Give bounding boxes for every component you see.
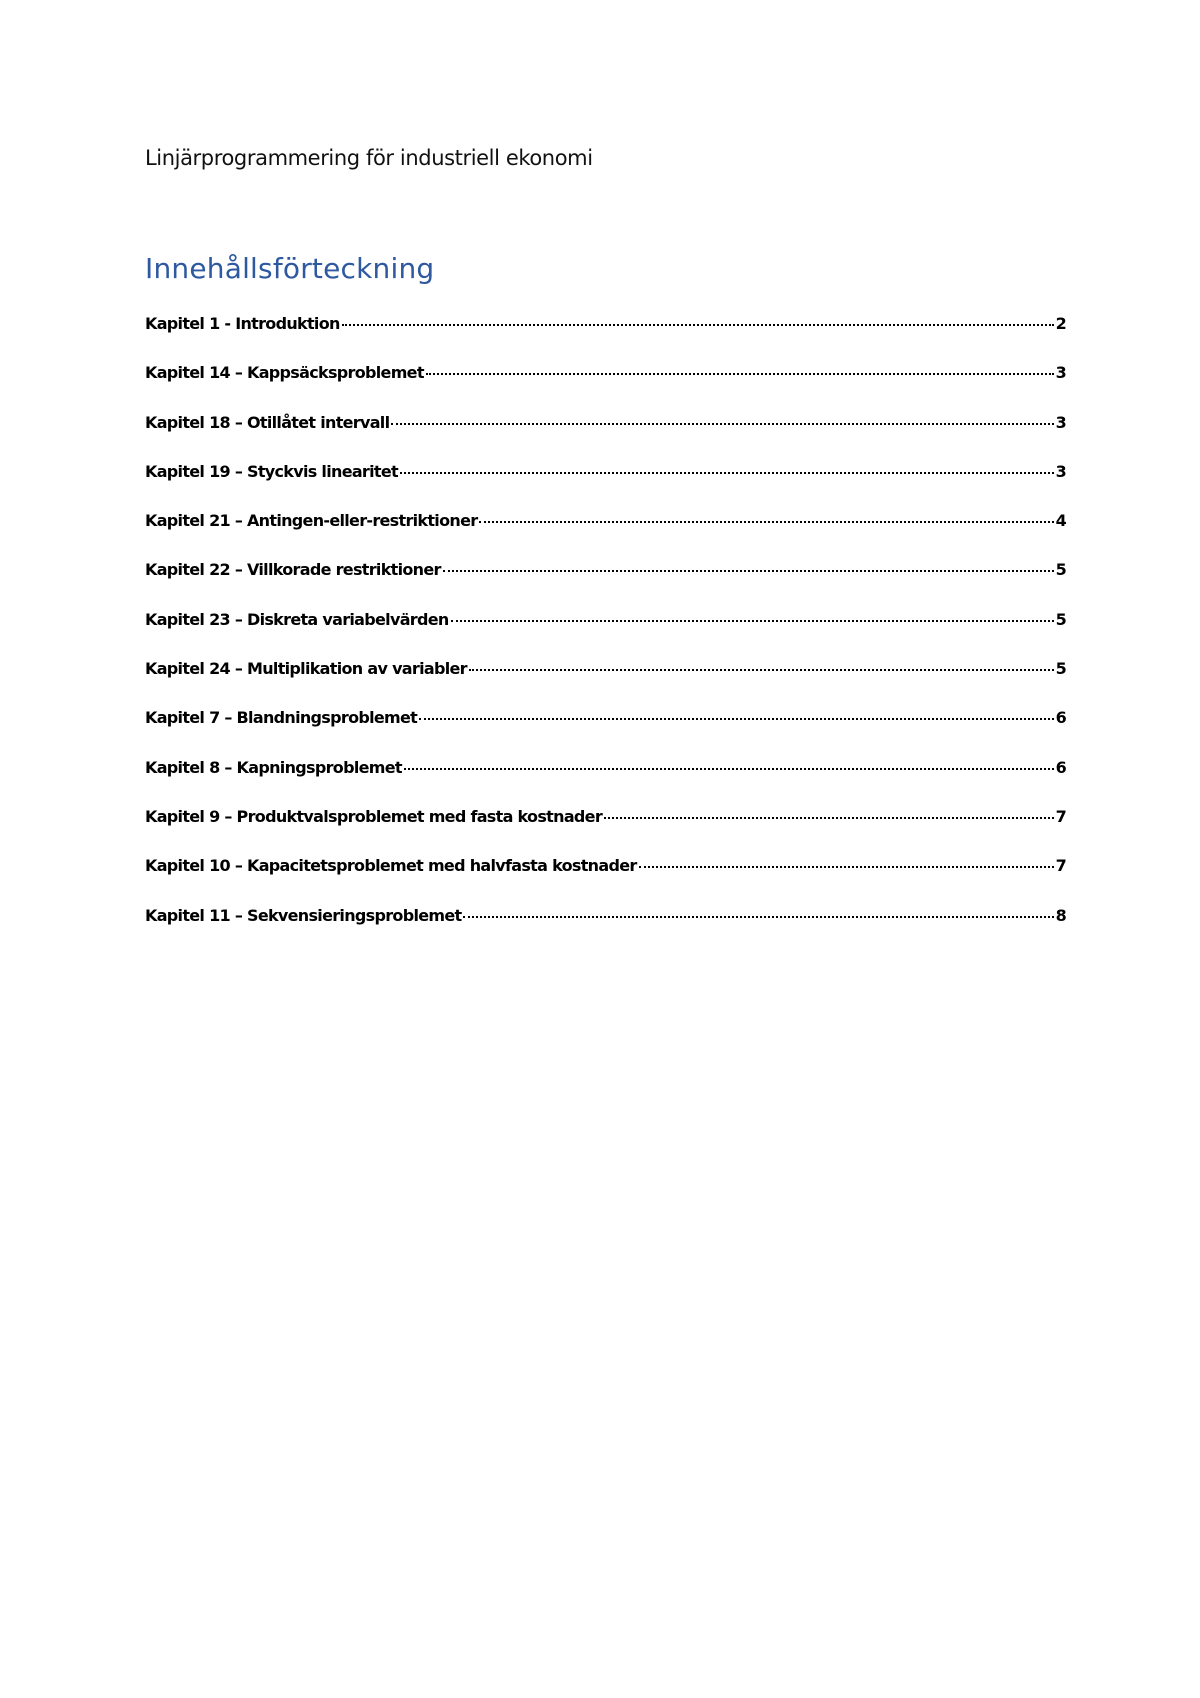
toc-entry[interactable] [145,462,1066,511]
toc-entry[interactable] [145,659,1066,708]
toc-dot-leader [391,423,1053,425]
toc-entry[interactable] [145,758,1066,807]
toc-entry-page-number: 6 [1055,708,1066,728]
toc-entry-label: Kapitel 22 – Villkorade restriktioner [145,560,441,580]
toc-entry-label: Kapitel 9 – Produktvalsproblemet med fasta kostnader [145,806,603,826]
toc-entry-label: Kapitel 8 – Kapningsproblemet [145,757,402,777]
toc-entry[interactable] [145,413,1066,462]
toc-entry-page-number: 4 [1055,511,1066,531]
toc-entry-page-number: 8 [1055,905,1066,925]
toc-dot-leader [469,669,1054,671]
table-of-contents [145,314,1066,955]
toc-entry-page-number: 2 [1055,314,1066,333]
toc-entry-page-number: 5 [1055,560,1066,580]
toc-entry-label: Kapitel 23 – Diskreta variabelvärden [145,609,449,629]
toc-entry[interactable] [145,610,1066,659]
toc-entry-label: Kapitel 24 – Multiplikation av variabler [145,659,467,679]
toc-entry-label: Kapitel 10 – Kapacitetsproblemet med halvfasta kostnader [145,856,637,876]
toc-dot-leader [451,620,1054,622]
toc-entry-page-number: 3 [1055,461,1066,481]
toc-entry-label: Kapitel 14 – Kappsäcksproblemet [145,363,424,383]
toc-entry-page-number: 3 [1055,363,1066,383]
toc-entry[interactable] [145,856,1066,905]
toc-entry-label: Kapitel 19 – Styckvis linearitet [145,461,398,481]
toc-entry-label: Kapitel 7 – Blandningsproblemet [145,708,418,728]
toc-dot-leader [479,521,1053,523]
toc-dot-leader [604,817,1054,819]
toc-entry[interactable] [145,906,1066,955]
document-title: Linjärprogrammering för industriell ekonomi [145,146,593,170]
toc-dot-leader [419,718,1053,720]
toc-entry-label: Kapitel 18 – Otillåtet intervall [145,412,390,432]
toc-entry-page-number: 5 [1055,609,1066,629]
toc-entry[interactable] [145,363,1066,412]
toc-entry-page-number: 7 [1055,806,1066,826]
toc-entry-page-number: 7 [1055,856,1066,876]
toc-entry-page-number: 5 [1055,659,1066,679]
toc-dot-leader [443,570,1054,572]
toc-dot-leader [404,768,1054,770]
toc-heading: Innehållsförteckning [145,252,435,285]
toc-entry[interactable] [145,807,1066,856]
toc-entry[interactable] [145,708,1066,757]
toc-dot-leader [463,916,1053,918]
toc-dot-leader [400,472,1054,474]
toc-entry-label: Kapitel 1 - Introduktion [145,314,340,333]
toc-dot-leader [342,324,1054,326]
toc-entry[interactable] [145,560,1066,609]
toc-dot-leader [426,373,1054,375]
toc-entry-label: Kapitel 21 – Antingen-eller-restriktioner [145,511,478,531]
toc-entry-page-number: 3 [1055,412,1066,432]
toc-entry-label: Kapitel 11 – Sekvensieringsproblemet [145,905,462,925]
toc-entry[interactable] [145,314,1066,363]
toc-entry-page-number: 6 [1055,757,1066,777]
toc-entry[interactable] [145,511,1066,560]
toc-dot-leader [639,866,1054,868]
